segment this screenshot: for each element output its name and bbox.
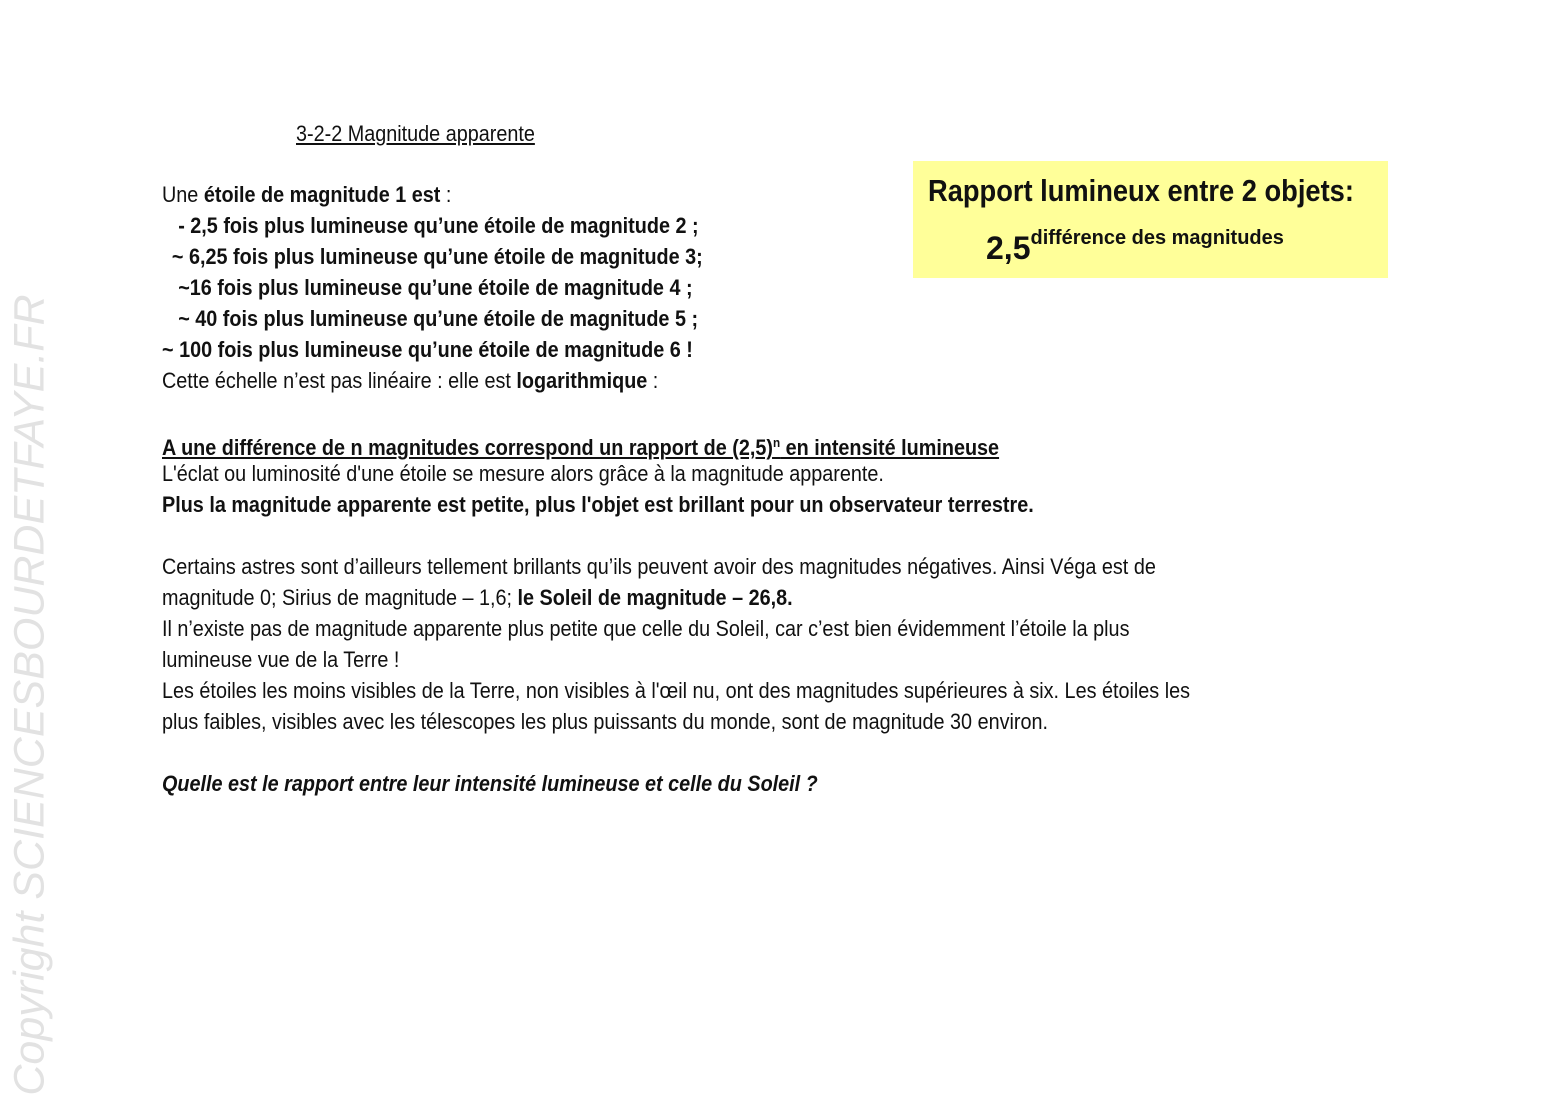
- negative-line-6: plus faibles, visibles avec les télescopes les plus puissants du monde, sont de magnitude 30 environ.: [162, 709, 1049, 734]
- eclat-line: L'éclat ou luminosité d'une étoile se mesure alors grâce à la magnitude apparente.: [162, 461, 884, 486]
- watermark-text: Copyright SCIENCESBOURDETFAYE.FR: [5, 294, 54, 1096]
- negative-line-3: Il n’existe pas de magnitude apparente plus petite que celle du Soleil, car c’est bien évidemment l’étoile la plus: [162, 616, 1130, 641]
- comparison-item: ~16 fois plus lumineuse qu’une étoile de magnitude 4 ;: [178, 275, 693, 300]
- question: Quelle est le rapport entre leur intensité lumineuse et celle du Soleil ?: [162, 771, 818, 796]
- negative-line-4: lumineuse vue de la Terre !: [162, 647, 400, 672]
- intro-bold: étoile de magnitude 1 est: [203, 182, 441, 207]
- scale-prefix: Cette échelle n’est pas linéaire : elle est: [162, 368, 517, 393]
- blank-line: [162, 737, 1462, 768]
- scale-bold: logarithmique: [516, 368, 648, 393]
- body-text: [162, 179, 1462, 799]
- comparison-item: - 2,5 fois plus lumineuse qu’une étoile de magnitude 2 ;: [178, 213, 699, 238]
- intro-line: [162, 179, 1332, 210]
- formula-base: 2,5: [986, 230, 1031, 266]
- negative-line-2-prefix: magnitude 0; Sirius de magnitude – 1,6;: [162, 585, 518, 610]
- magnitude-rule: [162, 427, 1332, 458]
- section-title: 3-2-2 Magnitude apparente: [296, 121, 535, 146]
- comparison-item: ~ 100 fois plus lumineuse qu’une étoile de magnitude 6 !: [162, 337, 693, 362]
- comparison-item: ~ 40 fois plus lumineuse qu’une étoile de magnitude 5 ;: [178, 306, 699, 331]
- blank-line: [162, 520, 1462, 551]
- formula-exponent: différence des magnitudes: [1030, 227, 1284, 249]
- scale-suffix: :: [647, 368, 659, 393]
- formula-box-title: Rapport lumineux entre 2 objets:: [928, 173, 1354, 208]
- sun-magnitude: le Soleil de magnitude – 26,8.: [517, 585, 793, 610]
- comparison-item: ~ 6,25 fois plus lumineuse qu’une étoile de magnitude 3;: [171, 244, 703, 269]
- rule-text-before: A une différence de n magnitudes correspond un rapport de (2,5): [162, 435, 773, 460]
- blank-line: [162, 396, 1462, 427]
- rule-exponent: n: [772, 435, 781, 450]
- rule-text-after: en intensité lumineuse: [780, 435, 1000, 460]
- intro-prefix: Une: [162, 182, 204, 207]
- negative-line-5: Les étoiles les moins visibles de la Terre, non visibles à l'œil nu, ont des magnitudes supérieures à six. Les étoiles les: [162, 678, 1191, 703]
- negative-line-2: [162, 582, 1332, 613]
- scale-line: [162, 365, 1332, 396]
- brightness-rule: Plus la magnitude apparente est petite, plus l'objet est brillant pour un observateur terrestre.: [162, 492, 1034, 517]
- intro-suffix: :: [440, 182, 452, 207]
- negative-line-1: Certains astres sont d’ailleurs tellement brillants qu’ils peuvent avoir des magnitudes négatives. Ainsi Véga est de: [162, 554, 1156, 579]
